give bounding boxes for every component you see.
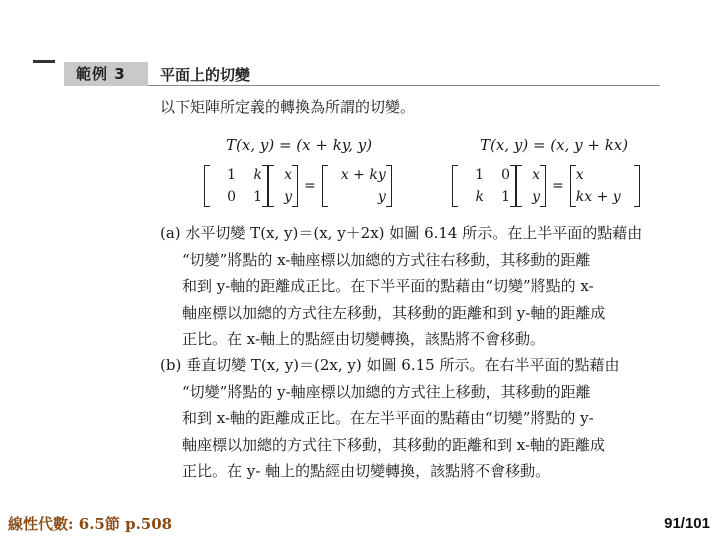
vector-xy-left (268, 164, 298, 208)
part-b-line: 軸座標以加總的方式往下移動，其移動的距離和到 x-軸的距離成 (182, 435, 606, 454)
vector-cell: x (575, 167, 584, 183)
example-underline (148, 85, 660, 86)
vector-cell: x (532, 167, 540, 183)
equals-sign: = (304, 178, 316, 194)
matrix-cell: 0 (501, 167, 510, 183)
vector-xy-right (516, 164, 546, 208)
vector-cell: kx + y (575, 189, 621, 205)
part-a-line: “切變”將點的 x-軸座標以加總的方式往右移動，其移動的距離 (182, 250, 591, 269)
matrix-cell: 1 (227, 167, 236, 183)
part-b-line: “切變”將點的 y-軸座標以加總的方式往上移動，其移動的距離 (182, 382, 591, 401)
matrix-cell: k (475, 189, 484, 205)
example-label: 範例 3 (64, 62, 148, 86)
matrix-cell: 1 (475, 167, 484, 183)
footer-page-number: 91/101 (664, 515, 710, 532)
part-b-line: 和到 x-軸的距離成正比。在左半平面的點藉由“切變”將點的 y- (182, 409, 594, 427)
vector-cell: y (377, 189, 386, 205)
part-a-horizontal-shear (160, 220, 660, 353)
vector-cell: y (532, 189, 540, 205)
matrix-cell: k (253, 167, 262, 183)
matrix-cell: 0 (227, 189, 236, 205)
result-vector-left (322, 164, 392, 208)
vector-cell: x + ky (340, 167, 386, 183)
matrix-equation-left (204, 164, 392, 208)
vector-cell: y (284, 189, 292, 205)
formula-horizontal-shear: T(x, y) = (x + ky, y) (226, 136, 373, 154)
footer-course-reference: 線性代數: 6.5節 p.508 (8, 515, 173, 533)
matrix-cell: 1 (501, 189, 510, 205)
part-b-line: (b) 垂直切變 T(x, y)＝(2x, y) 如圖 6.15 所示。在右半平面的點藉由 (160, 356, 620, 374)
part-a-line: 正比。在 x-軸上的點經由切變轉換，該點將不會移動。 (182, 330, 546, 348)
result-vector-right (570, 164, 640, 208)
formula-vertical-shear: T(x, y) = (x, y + kx) (480, 136, 629, 154)
part-a-line: 軸座標以加總的方式往左移動，其移動的距離和到 y-軸的距離成 (182, 303, 606, 322)
shear-matrix-right (452, 164, 516, 208)
vector-cell: x (284, 167, 292, 183)
matrix-cell: 1 (253, 189, 262, 205)
part-a-line: 和到 y-軸的距離成正比。在下半平面的點藉由“切變”將點的 x- (182, 277, 594, 295)
shear-matrix-left (204, 164, 268, 208)
example-title: 平面上的切變 (160, 66, 251, 84)
part-a-line: (a) 水平切變 T(x, y)＝(x, y＋2x) 如圖 6.14 所示。在上半平面的點藉由 (160, 224, 643, 242)
part-b-vertical-shear (160, 352, 660, 485)
equals-sign: = (552, 178, 564, 194)
matrix-equation-right (452, 164, 640, 208)
example-intro: 以下矩陣所定義的轉換為所謂的切變。 (160, 98, 416, 116)
part-b-line: 正比。在 y- 軸上的點經由切變轉換，該點將不會移動。 (182, 462, 551, 480)
section-marker (33, 60, 55, 63)
